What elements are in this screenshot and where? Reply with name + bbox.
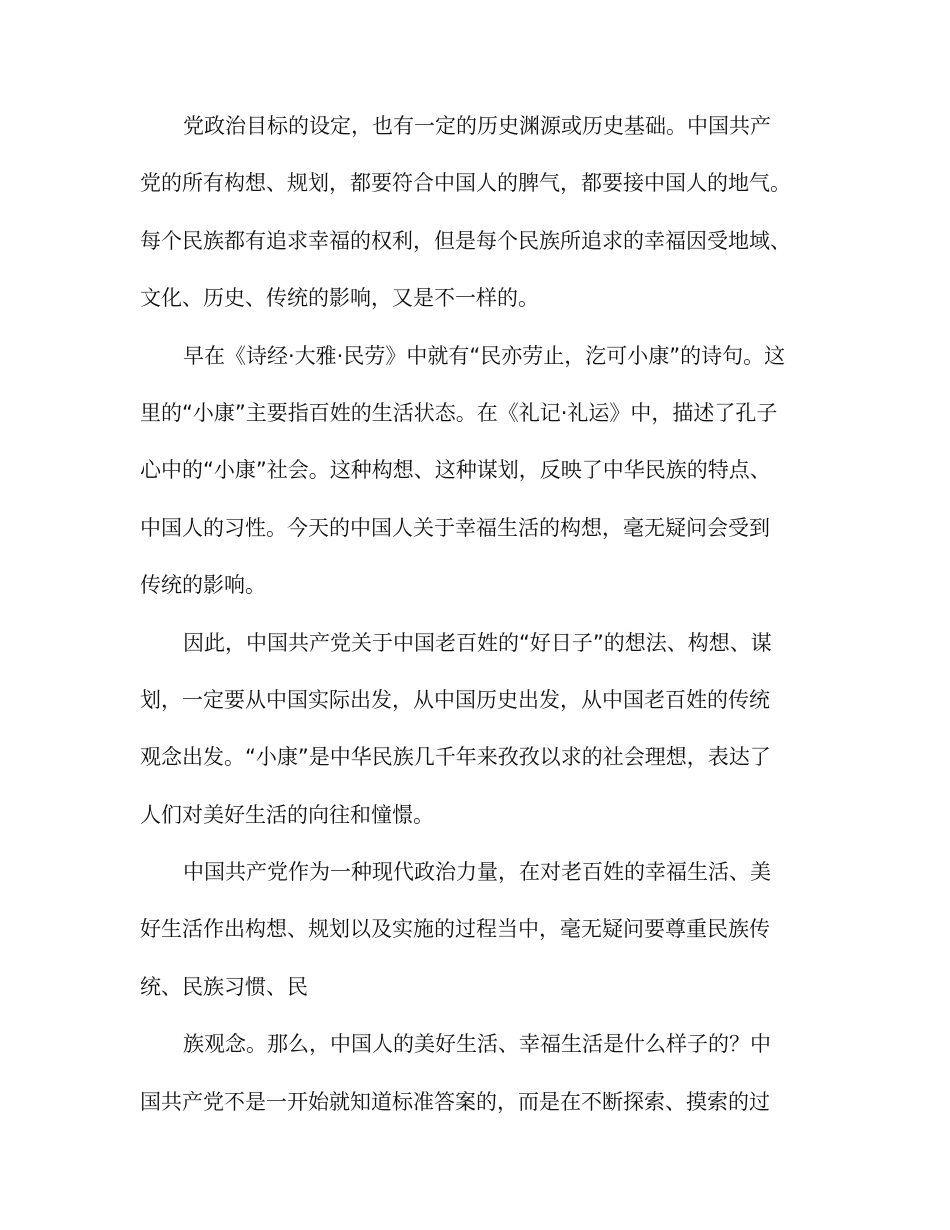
- document-body-text: [140, 98, 810, 1131]
- text-line: 国共产党不是一开始就知道标准答案的，而是在不断探索、摸索的过: [140, 1089, 770, 1114]
- text-line: 党的所有构想、规划，都要符合中国人的脾气，都要接中国人的地气。: [140, 171, 791, 196]
- text-line: 划，一定要从中国实际出发，从中国历史出发，从中国老百姓的传统: [140, 687, 770, 712]
- text-line: 文化、历史、传统的影响，又是不一样的。: [140, 286, 539, 311]
- text-line: 党政治目标的设定，也有一定的历史渊源或历史基础。中国共产: [183, 114, 771, 138]
- text-line: 好生活作出构想、规划以及实施的过程当中，毫无疑问要尊重民族传: [140, 917, 770, 942]
- text-line: 统、民族习惯、民: [140, 974, 308, 999]
- text-line: 心中的“小康”社会。这种构想、这种谋划，反映了中华民族的特点、: [140, 458, 771, 483]
- text-line: 观念出发。“小康”是中华民族几千年来孜孜以求的社会理想，表达了: [140, 745, 771, 770]
- text-line: 传统的影响。: [140, 573, 266, 598]
- text-line: 早在《诗经·大雅·民劳》中就有“民亦劳止，汔可小康”的诗句。这: [183, 343, 786, 368]
- text-line: 中国共产党作为一种现代政治力量，在对老百姓的幸福生活、美: [183, 860, 771, 885]
- text-line: 人们对美好生活的向往和憧憬。: [140, 802, 434, 827]
- text-line: 中国人的习性。今天的中国人关于幸福生活的构想，毫无疑问会受到: [140, 515, 770, 540]
- text-line: 里的“小康”主要指百姓的生活状态。在《礼记·礼运》中，描述了孔子: [140, 400, 778, 425]
- text-line: 每个民族都有追求幸福的权利，但是每个民族所追求的幸福因受地域、: [140, 228, 791, 253]
- text-line: 族观念。那么，中国人的美好生活、幸福生活是什么样子的？中: [183, 1032, 771, 1057]
- text-line: 因此，中国共产党关于中国老百姓的“好日子”的想法、构想、谋: [183, 630, 772, 655]
